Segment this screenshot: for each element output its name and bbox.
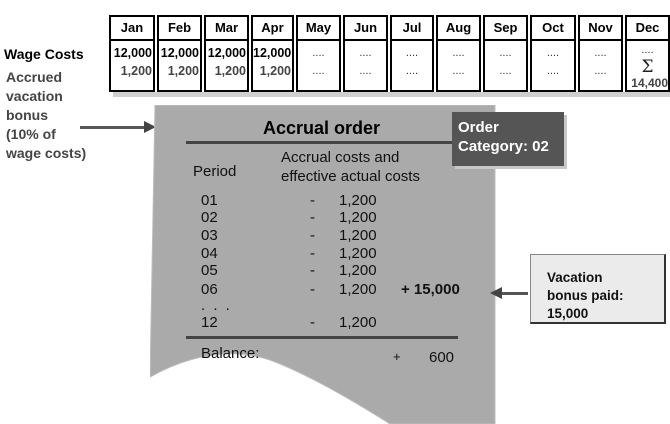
accrued-bonus-cell: .... xyxy=(594,65,607,77)
month-header: Jan xyxy=(111,17,153,41)
period-cell: 04 xyxy=(201,245,218,262)
month-column xyxy=(436,15,481,92)
month-header: Mar xyxy=(206,17,247,41)
wage-cost-cell: .... xyxy=(312,47,325,59)
vacation-line: bonus paid: xyxy=(547,288,624,303)
vacation-bonus-box xyxy=(530,254,666,324)
sign-cell: - xyxy=(310,262,315,279)
amount-cell: 1,200 xyxy=(339,209,377,226)
sign-cell: - xyxy=(310,209,315,226)
accrued-bonus-cell: .... xyxy=(546,65,560,77)
period-cell: 02 xyxy=(201,209,218,226)
sign-cell: - xyxy=(310,192,315,209)
wage-cost-cell: .... xyxy=(452,47,465,59)
wage-cost-cell: .... xyxy=(546,47,560,59)
wage-cost-cell: 12,000 xyxy=(253,46,292,60)
amount-cell: 1,200 xyxy=(339,262,377,279)
label-line: vacation xyxy=(6,88,63,104)
month-header: May xyxy=(298,17,339,41)
label-line: (10% of xyxy=(6,126,56,142)
month-column xyxy=(483,15,528,92)
amount-cell: 1,200 xyxy=(339,314,377,331)
accrued-bonus-cell: 1,200 xyxy=(259,64,291,78)
wage-cost-cell: 12,000 xyxy=(113,46,152,60)
month-column xyxy=(296,15,341,92)
month-column xyxy=(343,15,388,92)
period-cell: 05 xyxy=(201,262,218,279)
wage-cost-cell: .... xyxy=(359,47,372,59)
month-header: Oct xyxy=(532,17,574,41)
month-header: Sep xyxy=(485,17,526,41)
accrued-bonus-label xyxy=(6,68,86,163)
amount-cell: 1,200 xyxy=(339,227,377,244)
vacation-line: 15,000 xyxy=(547,306,589,321)
amount-cell: 1,200 xyxy=(339,281,377,298)
month-column xyxy=(578,15,623,92)
sum-icon: Σ xyxy=(641,57,654,77)
period-cell: 06 xyxy=(201,281,218,298)
accrued-bonus-cell: 1,200 xyxy=(214,64,246,78)
wage-costs-label: Wage Costs xyxy=(4,46,84,62)
month-header: Apr xyxy=(253,17,292,41)
costs-header-line: effective actual costs xyxy=(281,168,420,185)
table-shadow xyxy=(113,92,670,97)
balance-rule xyxy=(186,336,458,339)
label-line: bonus xyxy=(6,107,48,123)
accrued-bonus-cell: .... xyxy=(359,65,372,77)
costs-header-line: Accrual costs and xyxy=(281,149,400,166)
period-cell: 03 xyxy=(201,227,218,244)
period-cell: 01 xyxy=(201,192,218,209)
vacation-line: Vacation xyxy=(547,270,603,285)
title-rule xyxy=(186,141,454,144)
label-line: wage costs) xyxy=(6,145,87,161)
month-header: Jun xyxy=(345,17,386,41)
accrued-bonus-cell: .... xyxy=(499,65,512,77)
month-column xyxy=(251,15,294,92)
month-header: Nov xyxy=(580,17,621,41)
wage-cost-cell: .... xyxy=(641,44,654,56)
category-line: Category: 02 xyxy=(458,138,549,155)
category-line: Order xyxy=(458,119,499,136)
wage-cost-cell: .... xyxy=(594,47,607,59)
sign-cell: - xyxy=(310,281,315,298)
balance-sign: + xyxy=(393,349,401,364)
wage-cost-cell: .... xyxy=(499,47,512,59)
accrued-bonus-cell: .... xyxy=(312,65,325,77)
month-header: Aug xyxy=(438,17,479,41)
amount-cell: 1,200 xyxy=(339,245,377,262)
month-column xyxy=(204,15,249,92)
balance-label: Balance: xyxy=(201,345,260,362)
wage-cost-cell: 12,000 xyxy=(207,46,246,60)
actual-cost-cell: + 15,000 xyxy=(401,281,460,298)
sign-cell: - xyxy=(310,314,315,331)
sign-cell: - xyxy=(310,227,315,244)
costs-header xyxy=(281,148,420,186)
month-column xyxy=(390,15,434,92)
amount-cell: 1,200 xyxy=(339,192,377,209)
sign-cell: - xyxy=(310,245,315,262)
balance-value: 600 xyxy=(429,349,455,366)
month-column xyxy=(109,15,155,92)
arrow-from-vacation-line xyxy=(500,292,528,295)
ellipsis: . . . xyxy=(201,297,232,314)
month-column xyxy=(157,15,202,92)
month-header: Feb xyxy=(159,17,200,41)
month-header: Dec xyxy=(627,17,668,41)
wage-cost-cell: 12,000 xyxy=(160,46,199,60)
wage-cost-cell: .... xyxy=(405,47,419,59)
order-category-box xyxy=(452,112,564,166)
period-cell: 12 xyxy=(201,314,218,331)
accrued-bonus-cell: .... xyxy=(405,65,419,77)
accrued-bonus-cell: 1,200 xyxy=(167,64,199,78)
accrual-order-title: Accrual order xyxy=(263,118,381,138)
accrued-bonus-cell: .... xyxy=(452,65,465,77)
accrued-bonus-cell: 1,200 xyxy=(120,64,152,78)
period-header: Period xyxy=(193,163,237,180)
total-value: 14,400 xyxy=(631,76,668,90)
month-header: Jul xyxy=(392,17,432,41)
month-column xyxy=(625,15,670,92)
arrow-to-order-line xyxy=(80,126,146,129)
label-line: Accrued xyxy=(6,69,63,85)
arrow-left-icon xyxy=(490,287,502,299)
month-column xyxy=(530,15,576,92)
